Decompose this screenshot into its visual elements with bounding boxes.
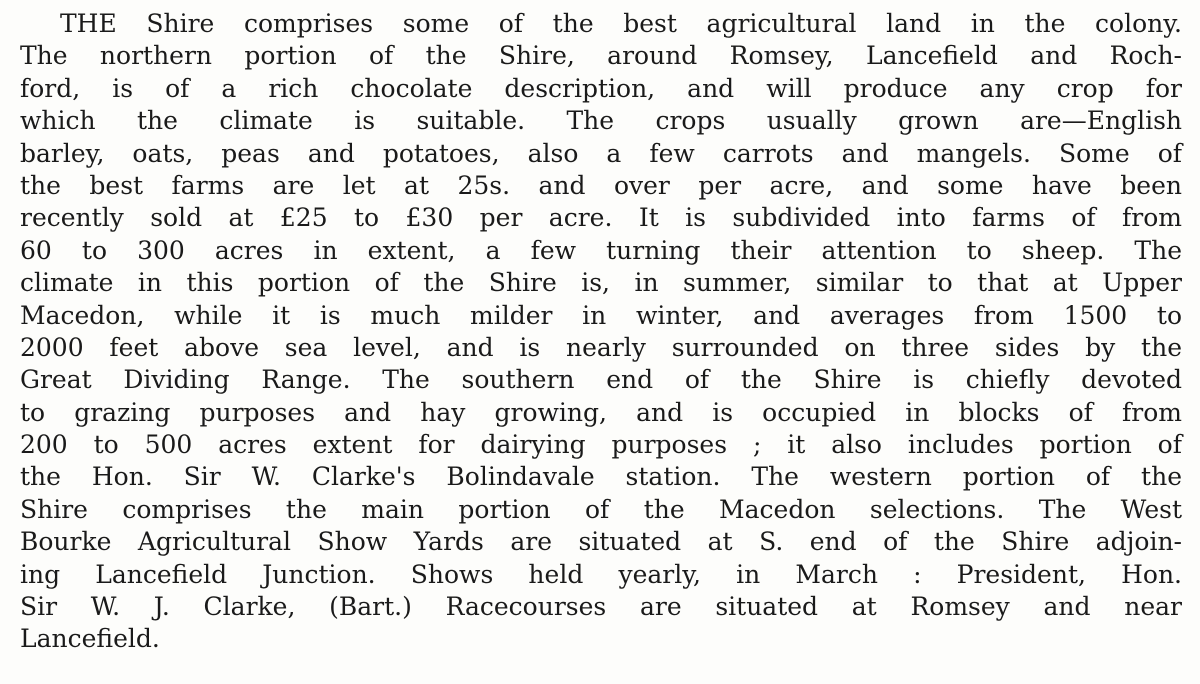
text-line: The northern portion of the Shire, around Romsey, Lancefield and Roch- xyxy=(20,41,1182,71)
text-line: Great Dividing Range. The southern end of the Shire is chiefly devoted xyxy=(20,365,1182,395)
text-line: 200 to 500 acres extent for dairying purposes ; it also includes portion of xyxy=(20,430,1182,460)
text-line: Macedon, while it is much milder in winter, and averages from 1500 to xyxy=(20,300,1182,330)
text-line: to grazing purposes and hay growing, and is occupied in blocks of from xyxy=(20,397,1182,427)
text-line: recently sold at £25 to £30 per acre. It is subdivided into farms of from xyxy=(20,203,1182,233)
text-line: 2000 feet above sea level, and is nearly surrounded on three sides by the xyxy=(20,332,1182,362)
text-line: 60 to 300 acres in extent, a few turning their attention to sheep. The xyxy=(20,235,1182,265)
text-line: Sir W. J. Clarke, (Bart.) Racecourses are situated at Romsey and near xyxy=(20,592,1182,622)
text-line: climate in this portion of the Shire is, in summer, similar to that at Upper xyxy=(20,268,1182,298)
text-line: the best farms are let at 25s. and over per acre, and some have been xyxy=(20,170,1182,200)
text-line: ing Lancefield Junction. Shows held yearly, in March : President, Hon. xyxy=(20,559,1182,589)
text-line: ford, is of a rich chocolate description, and will produce any crop for xyxy=(20,73,1182,103)
text-line: THE Shire comprises some of the best agricultural land in the colony. xyxy=(60,9,1182,38)
text-line: Shire comprises the main portion of the Macedon selections. The West xyxy=(20,494,1182,524)
shire-description-paragraph xyxy=(20,8,1182,656)
text-line: Bourke Agricultural Show Yards are situated at S. end of the Shire adjoin- xyxy=(20,527,1182,557)
text-line: Lancefield. xyxy=(20,624,160,654)
text-line: barley, oats, peas and potatoes, also a few carrots and mangels. Some of xyxy=(20,138,1182,168)
text-line: which the climate is suitable. The crops usually grown are—English xyxy=(20,106,1182,136)
text-line: the Hon. Sir W. Clarke's Bolindavale station. The western portion of the xyxy=(20,462,1182,492)
